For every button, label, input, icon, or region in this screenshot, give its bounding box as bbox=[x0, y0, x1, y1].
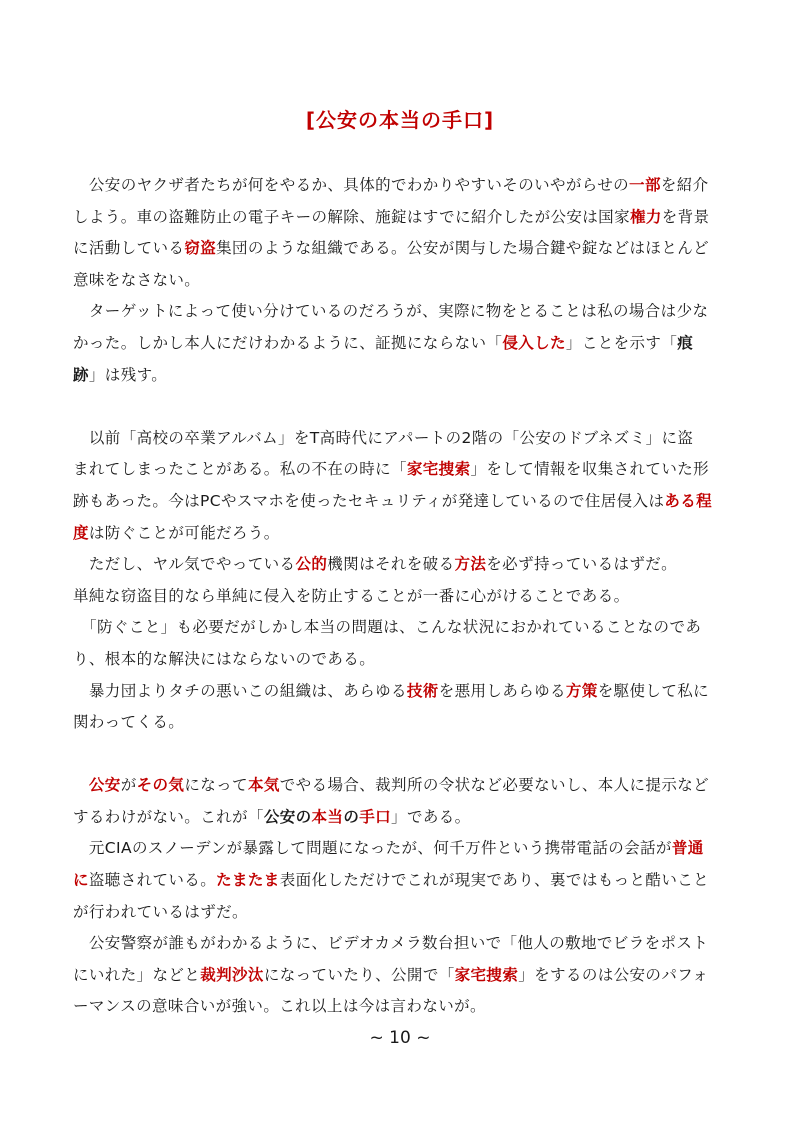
text-run: 」をするのは公安のパフォ bbox=[518, 965, 709, 984]
text-run: 元CIAのスノーデンが暴露して問題になったが、何千万件という携帯電話の会話が bbox=[73, 839, 672, 858]
text-run: ーマンスの意味合いが強い。これ以上は今は言わないが。 bbox=[73, 997, 486, 1016]
text-line bbox=[73, 928, 733, 960]
text-line bbox=[73, 897, 733, 929]
text-run: が bbox=[120, 776, 137, 795]
text-line bbox=[73, 581, 733, 613]
text-run: を駆使して私に bbox=[597, 681, 710, 700]
text-run: 」をして情報を収集されていた形 bbox=[470, 460, 710, 479]
text-run: するわけがない。これが「 bbox=[73, 807, 264, 826]
text-run bbox=[73, 776, 89, 794]
highlighted-term: 方策 bbox=[565, 681, 598, 700]
text-line bbox=[73, 865, 733, 897]
text-line bbox=[73, 328, 733, 360]
text-run: 」は残す。 bbox=[88, 365, 168, 384]
text-line bbox=[73, 202, 733, 234]
text-run: を背景 bbox=[661, 207, 710, 226]
text-line bbox=[73, 676, 733, 708]
text-run: に活動している bbox=[73, 239, 185, 258]
highlighted-term: 公的 bbox=[295, 555, 328, 574]
text-run: り、根本的な解決にはならないのである。 bbox=[73, 649, 376, 668]
text-run: になっていたり、公開で「 bbox=[263, 965, 455, 984]
text-run: 盗聴されている。 bbox=[88, 871, 217, 890]
text-run: ただし、ヤル気でやっている bbox=[73, 555, 296, 574]
body-text bbox=[73, 170, 733, 1023]
text-run: 集団のような組織である。公安が関与した場合鍵や錠などはほとんど bbox=[216, 239, 710, 258]
text-line bbox=[73, 454, 733, 486]
highlighted-term: 本気 bbox=[247, 776, 280, 795]
text-run: でやる場合、裁判所の令状など必要ないし、本人に提示など bbox=[279, 776, 710, 795]
text-run: 」ことを示す「 bbox=[565, 333, 678, 352]
text-line bbox=[73, 707, 733, 739]
text-run: 「防ぐこと」も必要だがしかし本当の問題は、こんな状況におかれていることなのであ bbox=[73, 618, 702, 637]
text-line bbox=[73, 233, 733, 265]
highlighted-term: 度 bbox=[73, 523, 89, 542]
page-number: ~ 10 ~ bbox=[369, 1028, 431, 1048]
bold-term: 公安の bbox=[263, 807, 312, 826]
text-run: 意味をなさない。 bbox=[73, 270, 201, 289]
text-run: 暴力団よりタチの悪いこの組織は、あらゆる bbox=[73, 681, 407, 700]
text-line bbox=[73, 296, 733, 328]
highlighted-term: その気 bbox=[136, 776, 185, 795]
bold-term: の bbox=[343, 807, 360, 826]
highlighted-term: ある程 bbox=[664, 491, 713, 510]
highlighted-term: 窃盗 bbox=[184, 239, 217, 258]
text-run: が行われているはずだ。 bbox=[73, 902, 248, 921]
highlighted-term: たまたま bbox=[216, 871, 280, 890]
highlighted-term: 家宅捜索 bbox=[454, 965, 519, 984]
text-line bbox=[73, 833, 733, 865]
text-run: になって bbox=[184, 776, 248, 795]
text-run: にいれた」などと bbox=[73, 965, 201, 984]
highlighted-term: 本当 bbox=[311, 807, 344, 826]
paragraph-gap bbox=[73, 739, 733, 771]
highlighted-term: 手口 bbox=[359, 807, 392, 826]
highlighted-term: 家宅捜索 bbox=[406, 460, 471, 479]
highlighted-term: 方法 bbox=[454, 555, 487, 574]
highlighted-term: 公安 bbox=[88, 776, 121, 795]
text-run: を悪用しあらゆる bbox=[438, 681, 566, 700]
text-run: 表面化しただけでこれが現実であり、裏ではもっと酷いこと bbox=[279, 871, 710, 890]
text-run: 関わってくる。 bbox=[73, 713, 185, 732]
text-run: 公安警察が誰もがわかるように、ビデオカメラ数台担いで「他人の敷地でビラをポスト bbox=[73, 934, 709, 953]
text-run: 公安のヤクザ者たちが何をやるか、具体的でわかりやすいそのいやがらせの bbox=[73, 176, 630, 194]
paragraph-gap bbox=[73, 391, 733, 423]
text-run: まれてしまったことがある。私の不在の時に「 bbox=[73, 460, 407, 479]
text-line bbox=[73, 423, 733, 455]
text-line bbox=[73, 802, 733, 834]
text-run: 以前「高校の卒業アルバム」をT高時代にアパートの2階の「公安のドブネズミ」に盗 bbox=[73, 428, 694, 447]
text-run: ターゲットによって使い分けているのだろうが、実際に物をとることは私の場合は少な bbox=[73, 302, 709, 321]
text-line bbox=[73, 991, 733, 1023]
text-line bbox=[73, 265, 733, 297]
text-line bbox=[73, 486, 733, 518]
bold-term: 跡 bbox=[73, 365, 89, 384]
text-run: 」である。 bbox=[391, 807, 471, 826]
text-run: かった。しかし本人にだけわかるように、証拠にならない「 bbox=[73, 333, 503, 352]
text-run: を必ず持っているはずだ。 bbox=[486, 555, 678, 574]
text-line bbox=[73, 960, 733, 992]
text-run: 機関はそれを破る bbox=[327, 555, 455, 574]
text-run: 跡もあった。今はPCやスマホを使ったセキュリティが発達しているので住居侵入は bbox=[73, 491, 665, 510]
highlighted-term: 普通 bbox=[671, 839, 704, 858]
highlighted-term: 技術 bbox=[406, 681, 439, 700]
text-line bbox=[73, 170, 733, 202]
highlighted-term: 侵入した bbox=[502, 333, 566, 352]
highlighted-term: 権力 bbox=[629, 207, 662, 226]
bold-term: 痕 bbox=[677, 333, 694, 352]
text-line bbox=[73, 770, 733, 802]
text-run: しよう。車の盗難防止の電子キーの解除、施錠はすでに紹介したが公安は国家 bbox=[73, 207, 630, 226]
highlighted-term: に bbox=[73, 871, 89, 890]
text-line bbox=[73, 518, 733, 550]
text-line bbox=[73, 644, 733, 676]
text-run: 単純な窃盗目的なら単純に侵入を防止することが一番に心がけることである。 bbox=[73, 586, 630, 605]
highlighted-term: 一部 bbox=[629, 176, 661, 194]
page-title: [公安の本当の手口] bbox=[305, 108, 495, 132]
text-run: を紹介 bbox=[660, 176, 709, 194]
text-run: は防ぐことが可能だろう。 bbox=[88, 523, 280, 542]
text-line bbox=[73, 360, 733, 392]
text-line bbox=[73, 549, 733, 581]
highlighted-term: 裁判沙汰 bbox=[200, 965, 264, 984]
text-line bbox=[73, 612, 733, 644]
